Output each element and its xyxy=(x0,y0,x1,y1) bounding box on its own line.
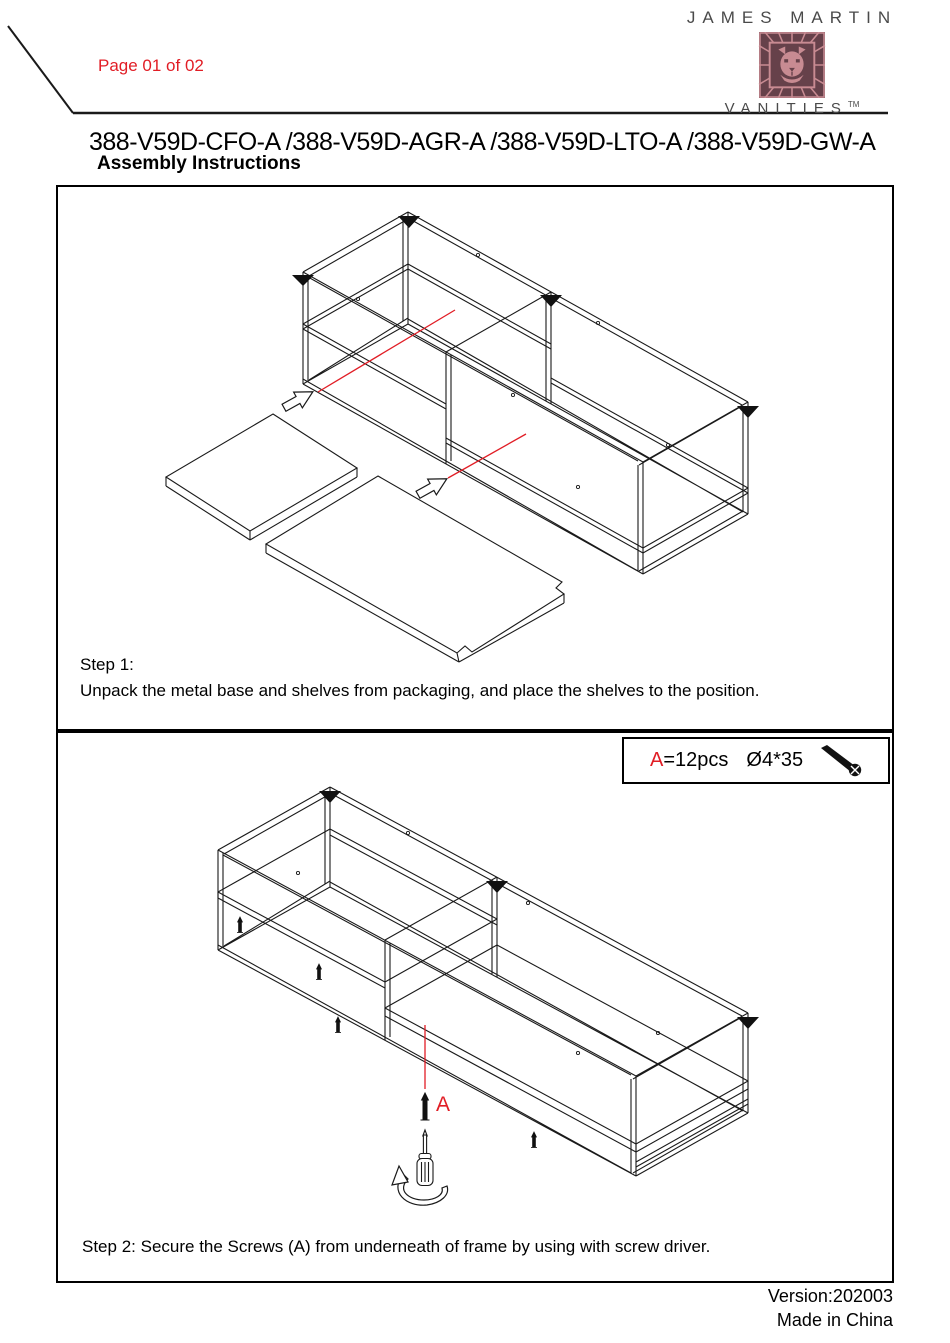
step2-text: Secure the Screws (A) from underneath of frame by using with screw driver. xyxy=(140,1237,711,1256)
shelf-position-leader-lines xyxy=(318,310,526,478)
step2-panel xyxy=(56,731,894,1283)
footer-origin: Made in China xyxy=(776,1310,893,1330)
step2-assembly-diagram xyxy=(58,733,888,1277)
step1-panel xyxy=(56,185,894,731)
trademark-symbol: TM xyxy=(847,100,860,109)
step2-label: Step 2: xyxy=(82,1237,136,1256)
corner-gussets xyxy=(292,216,759,418)
screw-a-label: A xyxy=(436,1093,451,1116)
hardware-letter: A xyxy=(650,749,664,771)
brand-subname xyxy=(661,100,923,117)
hardware-spec: Ø4*35 xyxy=(746,749,804,771)
model-numbers-title: 388-V59D-CFO-A /388-V59D-AGR-A /388-V59D-LTO-A /388-V59D-GW-A xyxy=(89,128,876,156)
insert-direction-arrows xyxy=(280,384,452,503)
assembly-instructions-subtitle: Assembly Instructions xyxy=(97,153,301,174)
step1-label: Step 1: xyxy=(80,655,134,674)
step1-text: Unpack the metal base and shelves from packaging, and place the shelves to the position. xyxy=(80,681,760,700)
brand-name: JAMES MARTIN xyxy=(686,8,898,27)
square-shelf-panel xyxy=(166,414,357,540)
step2-text-line xyxy=(82,1237,710,1257)
page-number-label: Page 01 of 02 xyxy=(98,56,204,75)
screwdriver-icon xyxy=(417,1130,433,1186)
brand-block xyxy=(661,8,923,117)
screw-a xyxy=(421,1093,430,1120)
step1-assembly-diagram xyxy=(58,187,888,727)
footer-version: Version:202003 xyxy=(767,1286,893,1306)
brand-subname-text: VANITIES xyxy=(724,100,848,117)
footer-block xyxy=(768,1284,893,1332)
hardware-qty-text: =12pcs xyxy=(663,749,729,771)
lion-emblem-icon xyxy=(757,32,827,98)
